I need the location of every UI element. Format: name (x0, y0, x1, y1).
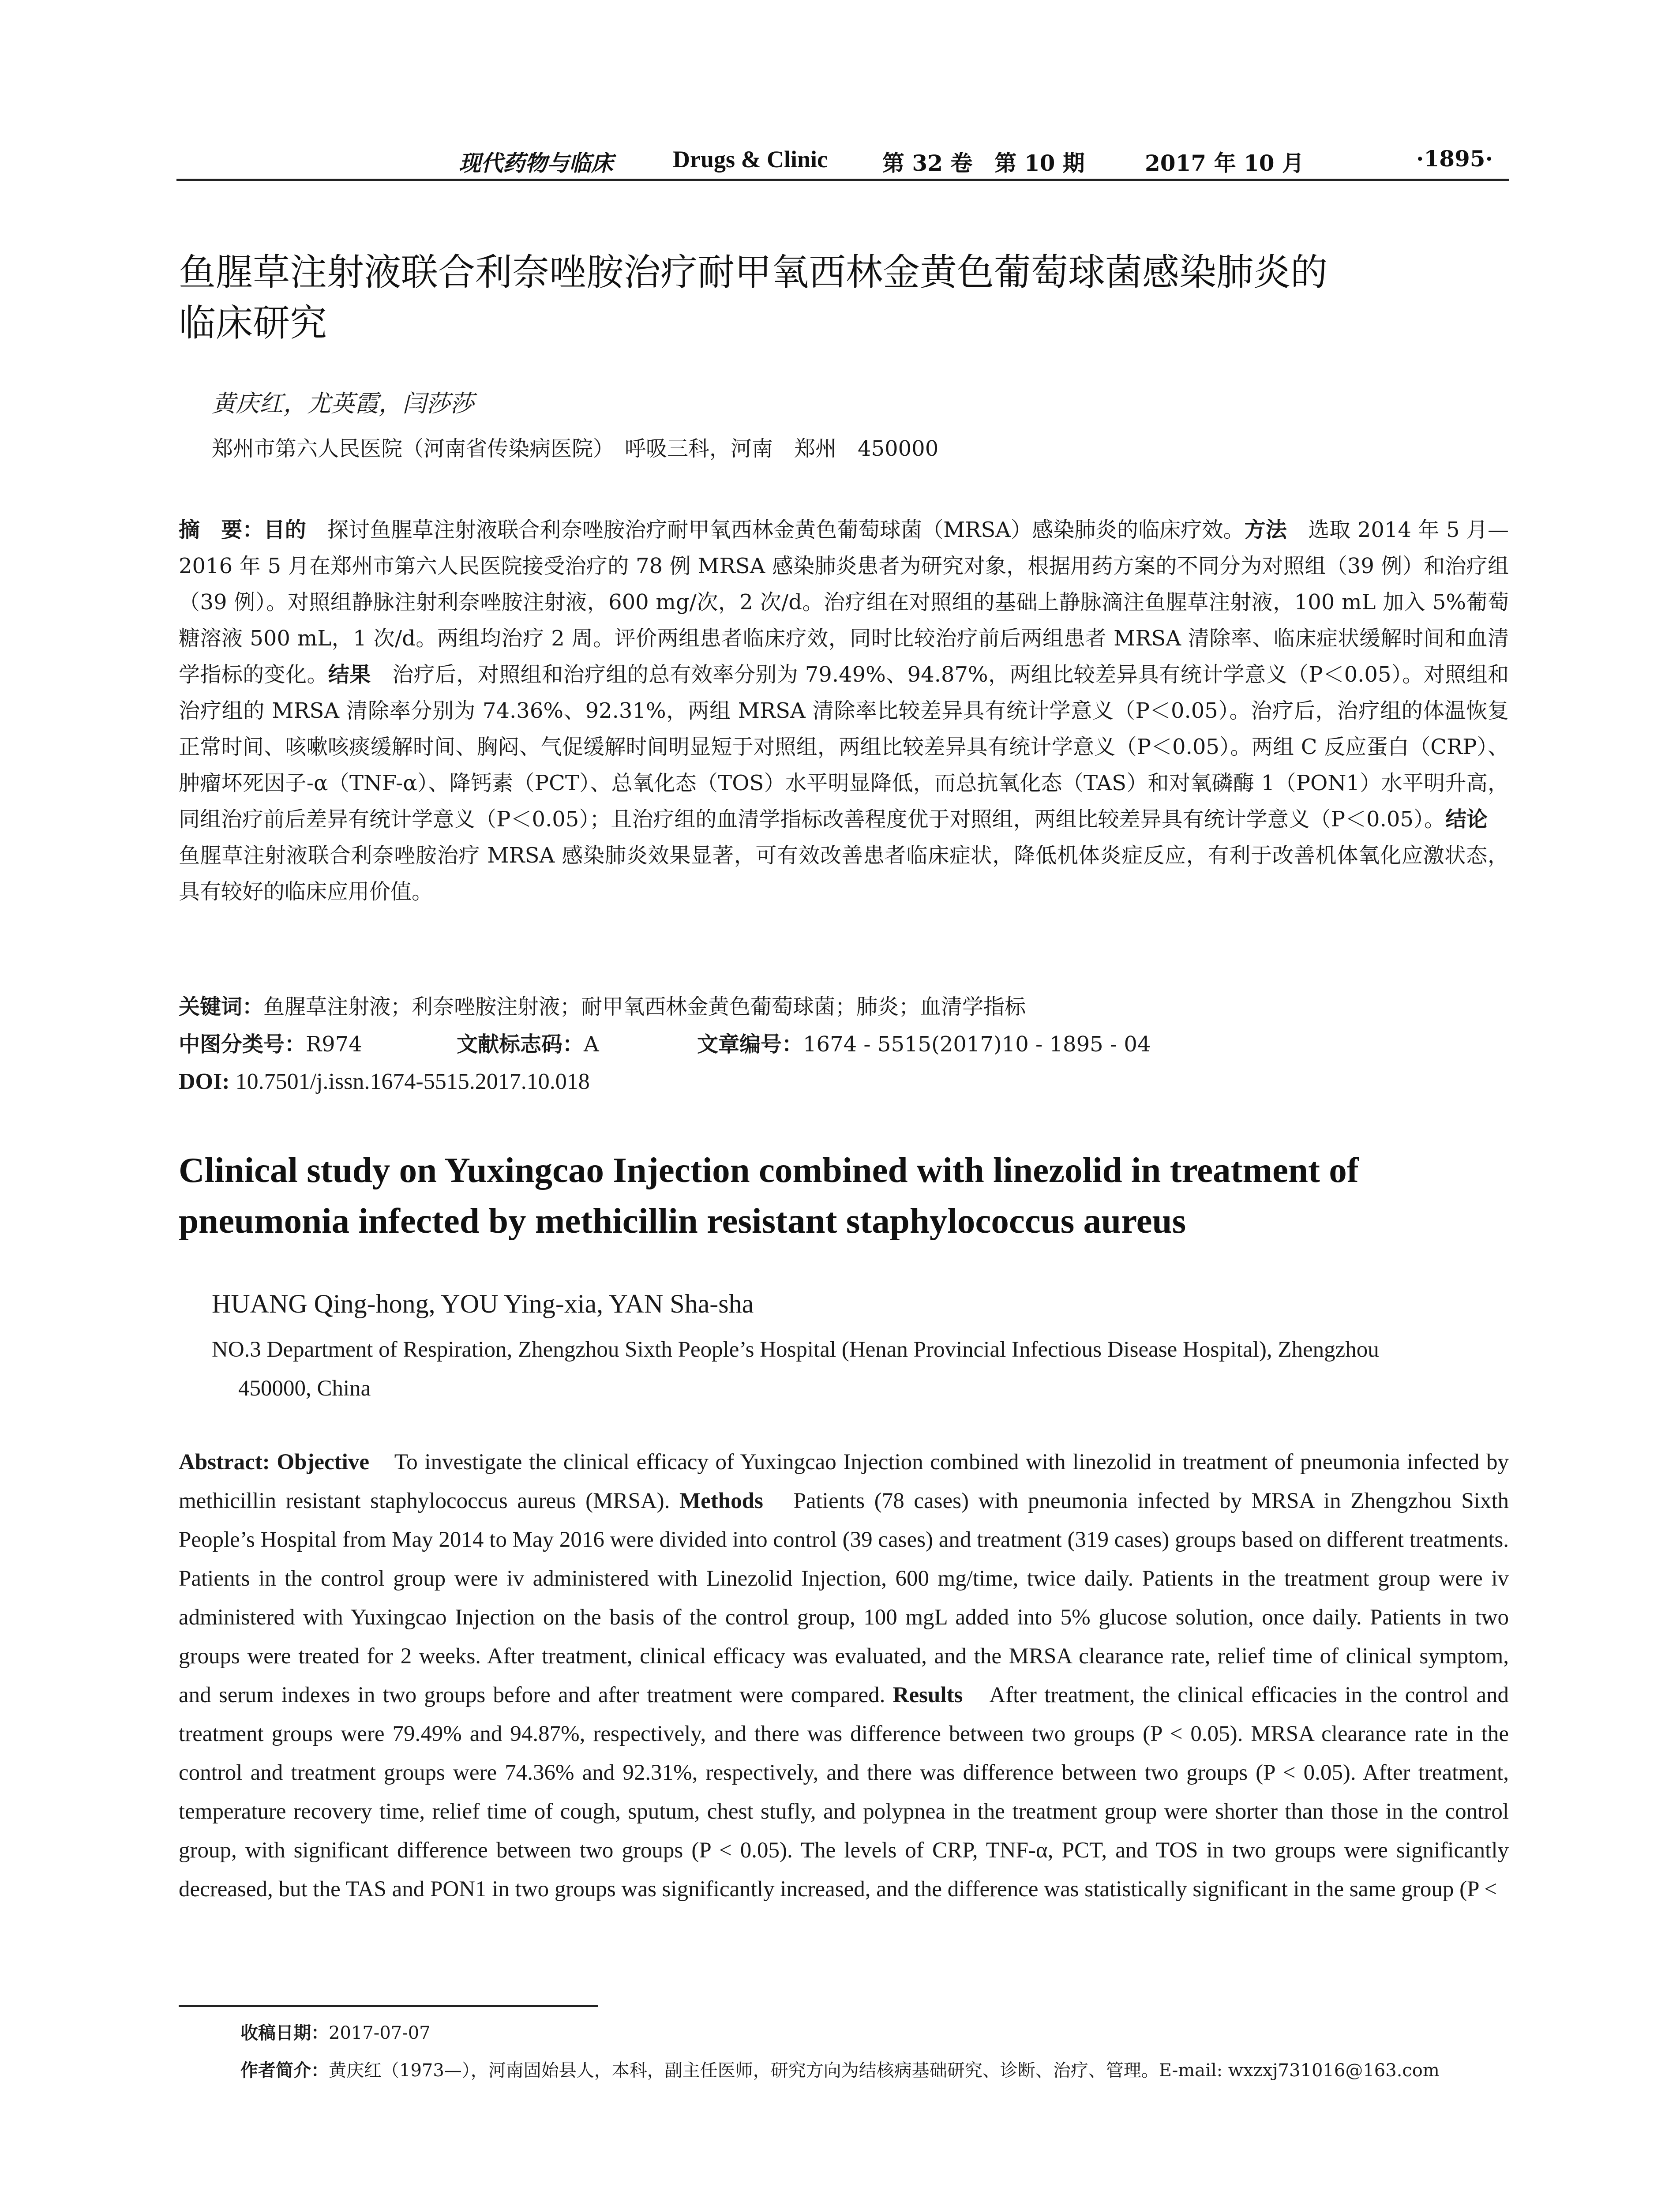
cn-conclusion-text: 鱼腥草注射液联合利奈唑胺治疗 MRSA 感染肺炎效果显著，可有效改善患者临床症状，降低机体炎症反应，有利于改善机体氧化应激状态，具有较好的临床应用价值。 (179, 807, 1509, 904)
header-rule (176, 179, 1509, 181)
en-abstract: Abstract: Objective To investigate the clinical efficacy of Yuxingcao Injection combined with linezolid in treatment of pneumonia infected by methicillin resistant staphylococcus aureus (MRSA). Methods Patients (78 cases) with pneumonia infected by MRSA in Zhengzhou Sixth People’s Hospital from May 2014 to May 2016 were divided into control (39 cases) and treatment (319 cases) groups based on different treatments. Patients in the control group were iv administered with Linezolid Injection, 600 mg/time, twice daily. Patients in the treatment group were iv administered with Yuxingcao Injection on the basis of the control group, 100 mgL added into 5% glucose solution, once daily. Patients in two groups were treated for 2 weeks. After treatment, clinical efficacy was evaluated, and the MRSA clearance rate, relief time of clinical symptom, and serum indexes in two groups before and after treatment were compared. Results After treatment, the clinical efficacies in the control and treatment groups were 79.49% and 94.87%, respectively, and there was difference between two groups (P < 0.05). MRSA clearance rate in the control and treatment groups were 74.36% and 92.31%, respectively, and there was difference between two groups (P < 0.05). After treatment, temperature recovery time, relief time of cough, sputum, chest stufly, and polypnea in the treatment group were shorter than those in the control group, with significant difference between two groups (P < 0.05). The levels of CRP, TNF-α, PCT, and TOS in two groups were significantly decreased, but the TAS and PON1 in two groups was significantly increased, and the difference was statistically significant in the same group (P < (179, 1450, 1509, 1902)
doc-code-value: A (584, 1032, 599, 1057)
keywords-text: 鱼腥草注射液；利奈唑胺注射液；耐甲氧西林金黄色葡萄球菌；肺炎；血清学指标 (263, 994, 1026, 1019)
cn-results-text: 治疗后，对照组和治疗组的总有效率分别为 79.49%、94.87%，两组比较差异具有统计学意义（P＜0.05）。对照组和治疗组的 MRSA 清除率分别为 74.36%、92.31%，两组 MRSA 清除率比较差异具有统计学意义（P＜0.05）。治疗后，治疗组的体温恢复正常时间、咳嗽咳痰缓解时间、胸闷、气促缓解时间明显短于对照组，两组比较差异具有统计学意义（P＜0.05）。两组 C 反应蛋白（CRP）、肿瘤坏死因子-α（TNF-α）、降钙素（PCT）、总氧化态（TOS）水平明显降低，而总抗氧化态（TAS）和对氧磷酶 1（PON1）水平明升高，同组治疗前后差异有统计学意义（P＜0.05）；且治疗组的血清学指标改善程度优于对照组，两组比较差异具有统计学意义（P＜0.05）。 (179, 662, 1509, 832)
cn-keywords (179, 993, 1026, 1021)
en-objective-label: Objective (277, 1450, 369, 1474)
doi-line (179, 1068, 590, 1096)
en-methods-text: Patients (78 cases) with pneumonia infected by MRSA in Zhengzhou Sixth People’s Hospital from May 2014 to May 2016 were divided into control (39 cases) and treatment (319 cases) groups based on different treatments. Patients in the control group were iv administered with Linezolid Injection, 600 mg/time, twice daily. Patients in the treatment group were iv administered with Yuxingcao Injection on the basis of the control group, 100 mgL added into 5% glucose solution, once daily. Patients in two groups were treated for 2 weeks. After treatment, clinical efficacy was evaluated, and the MRSA clearance rate, relief time of clinical symptom, and serum indexes in two groups before and after treatment were compared. (179, 1489, 1509, 1707)
author-bio-label: 作者简介： (240, 2060, 329, 2081)
volume-issue: 第 32 卷 第 10 期 (882, 150, 1085, 176)
article-no-label: 文章编号： (697, 1032, 803, 1057)
cn-results-label: 结果 (328, 662, 371, 687)
en-title-line: pneumonia infected by methicillin resistant staphylococcus aureus (179, 1201, 1186, 1241)
cn-objective-label: 目的 (263, 518, 306, 542)
page-number: ·1895· (1416, 146, 1493, 172)
en-title (179, 1145, 1509, 1246)
received-value: 2017-07-07 (329, 2023, 431, 2043)
doc-code-label: 文献标志码： (457, 1032, 584, 1057)
clc-item (179, 1030, 362, 1058)
cn-abstract-label: 摘 要： (179, 518, 264, 542)
cn-conclusion-label: 结论 (1445, 807, 1488, 832)
received-label: 收稿日期： (240, 2023, 329, 2043)
en-affiliation (212, 1330, 1509, 1408)
cn-affiliation: 郑州市第六人民医院（河南省传染病医院） 呼吸三科，河南 郑州 450000 (212, 436, 939, 461)
en-authors: HUANG Qing-hong, YOU Ying-xia, YAN Sha-sha (212, 1289, 754, 1318)
classification-line (179, 1030, 1509, 1058)
doc-code-item (457, 1030, 599, 1058)
journal-name-cn: 现代药物与临床 (459, 150, 613, 176)
cn-methods-text: 选取 2014 年 5 月—2016 年 5 月在郑州市第六人民医院接受治疗的 78 例 MRSA 感染肺炎患者为研究对象，根据用药方案的不同分为对照组（39 例）和治疗组（39 例）。对照组静脉注射利奈唑胺注射液，600 mg/次，2 次/d。治疗组在对照组的基础上静脉滴注鱼腥草注射液，100 mL 加入 5%葡萄糖溶液 500 mL，1 次/d。两组均治疗 2 周。评价两组患者临床疗效，同时比较治疗前后两组患者 MRSA 清除率、临床症状缓解时间和血清学指标的变化。 (179, 518, 1509, 687)
journal-name-en: Drugs & Clinic (673, 146, 828, 173)
cn-title (179, 247, 1509, 349)
en-title-line: Clinical study on Yuxingcao Injection combined with linezolid in treatment of (179, 1150, 1359, 1190)
issue-date: 2017 年 10 月 (1145, 150, 1304, 176)
cn-title-line: 临床研究 (179, 301, 327, 345)
clc-value: R974 (306, 1032, 362, 1057)
article-no-item (697, 1030, 1151, 1058)
cn-objective-text: 探讨鱼腥草注射液联合利奈唑胺治疗耐甲氧西林金黄色葡萄球菌（MRSA）感染肺炎的临床疗效。 (306, 518, 1245, 542)
author-bio (240, 2058, 1440, 2083)
footnote-rule (179, 2005, 598, 2007)
clc-label: 中图分类号： (179, 1032, 306, 1057)
article-no-value: 1674 - 5515(2017)10 - 1895 - 04 (803, 1032, 1151, 1057)
en-abstract-label: Abstract (179, 1450, 262, 1474)
keywords-label: 关键词： (179, 994, 264, 1019)
en-results-text: After treatment, the clinical efficacies in the control and treatment groups were 79.49% and 94.87%, respectively, and there was difference between two groups (P < 0.05). MRSA clearance rate in the control and treatment groups were 74.36% and 92.31%, respectively, and there was difference between two groups (P < 0.05). After treatment, temperature recovery time, relief time of cough, sputum, chest stufly, and polypnea in the treatment group were shorter than those in the control group, with significant difference between two groups (P < 0.05). The levels of CRP, TNF-α, PCT, and TOS in two groups were significantly decreased, but the TAS and PON1 in two groups was significantly increased, and the difference was statistically significant in the same group (P < (179, 1683, 1509, 1902)
doi-label: DOI: (179, 1069, 230, 1094)
running-header (176, 137, 1509, 181)
doi-link[interactable]: 10.7501/j.issn.1674-5515.2017.10.018 (229, 1069, 590, 1094)
cn-abstract (179, 512, 1509, 910)
en-objective-text: To investigate the clinical efficacy of Yuxingcao Injection combined with linezolid in treatment of pneumonia infected by methicillin resistant staphylococcus aureus (MRSA). (179, 1450, 1509, 1513)
cn-authors: 黄庆红，尤英霞，闫莎莎 (212, 390, 474, 417)
en-affiliation-line: 450000, China (238, 1376, 371, 1401)
en-results-label: Results (892, 1683, 963, 1707)
en-methods-label: Methods (679, 1489, 763, 1513)
cn-title-line: 鱼腥草注射液联合利奈唑胺治疗耐甲氧西林金黄色葡萄球菌感染肺炎的 (179, 251, 1328, 294)
received-date (240, 2021, 431, 2045)
cn-methods-label: 方法 (1244, 518, 1287, 542)
en-affiliation-line: NO.3 Department of Respiration, Zhengzhou Sixth People’s Hospital (Henan Provincial Infectious Disease Hospital), Zhengzhou (212, 1337, 1379, 1362)
author-bio-text: 黄庆红（1973—），河南固始县人，本科，副主任医师，研究方向为结核病基础研究、诊断、治疗、管理。E-mail: wxzxj731016@163.com (329, 2060, 1440, 2081)
